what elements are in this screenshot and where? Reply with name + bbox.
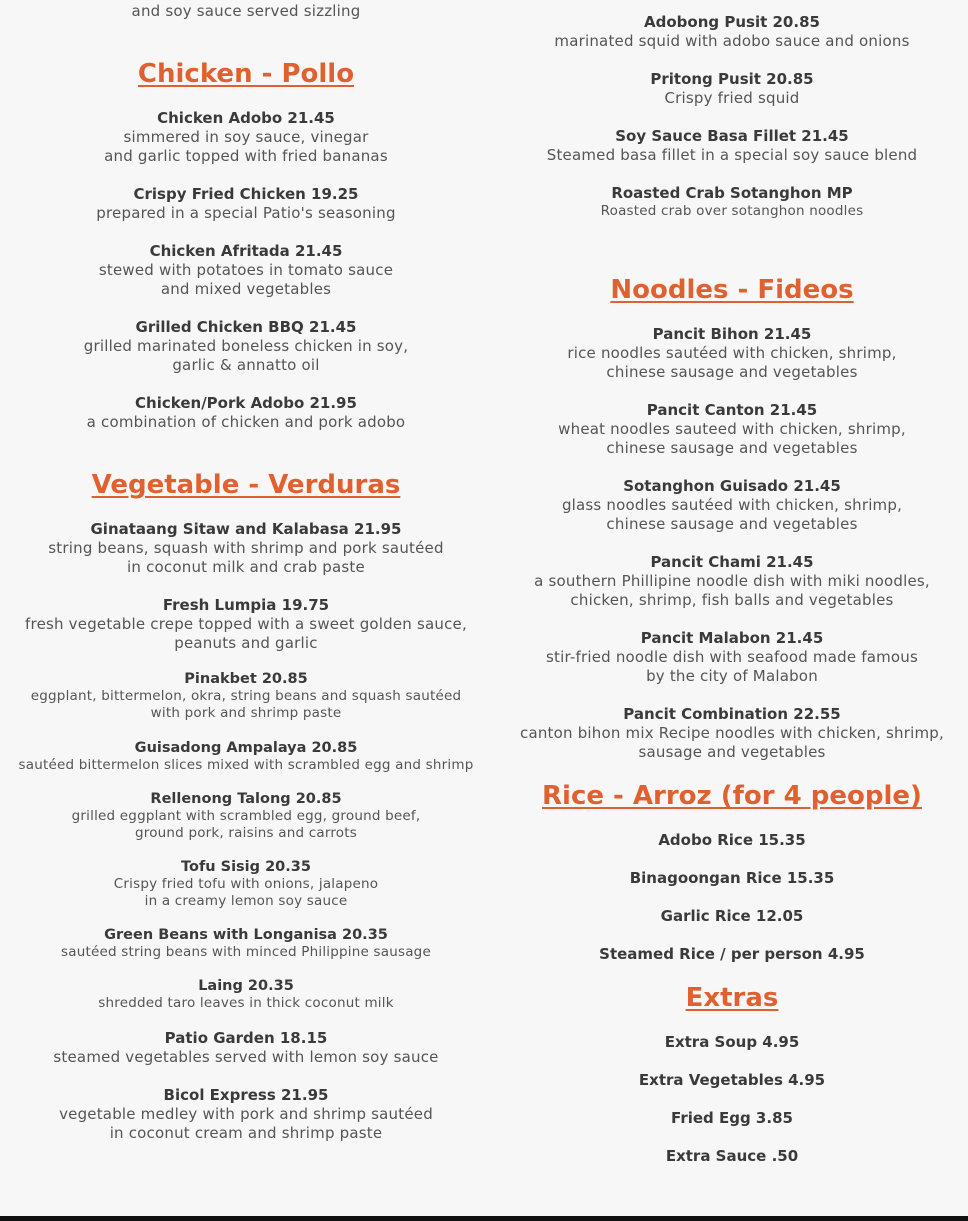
menu-item <box>496 869 968 888</box>
item-description: ground pork, raisins and carrots <box>134 825 357 841</box>
item-name: Extra Sauce .50 <box>665 1147 799 1165</box>
item-name: Green Beans with Longanisa 20.35 <box>104 927 388 943</box>
menu-item <box>496 1033 968 1052</box>
item-description: simmered in soy sauce, vinegar <box>123 128 369 146</box>
bottom-border <box>0 1216 968 1221</box>
item-description: grilled eggplant with scrambled egg, ground beef, <box>71 808 421 824</box>
item-description: rice noodles sautéed with chicken, shrimp, <box>567 344 897 362</box>
item-description: chinese sausage and vegetables <box>606 515 858 533</box>
item-description: stewed with potatoes in tomato sauce <box>98 261 394 279</box>
menu-item <box>0 858 492 910</box>
item-name: Adobong Pusit 20.85 <box>644 13 820 31</box>
item-description: sautéed bittermelon slices mixed with scrambled egg and shrimp <box>18 757 474 773</box>
item-description: fresh vegetable crepe topped with a sweet golden sauce, <box>25 615 467 633</box>
item-description: sausage and vegetables <box>638 743 826 761</box>
item-name: Chicken/Pork Adobo 21.95 <box>135 394 357 412</box>
item-description: Steamed basa fillet in a special soy sauce blend <box>546 146 918 164</box>
item-description: canton bihon mix Recipe noodles with chicken, shrimp, <box>520 724 944 742</box>
item-description: Crispy fried squid <box>664 89 800 107</box>
menu-item <box>496 325 968 382</box>
item-name: Roasted Crab Sotanghon MP <box>611 184 853 202</box>
item-name: Pancit Canton 21.45 <box>646 401 818 419</box>
item-description: steamed vegetables served with lemon soy sauce <box>53 1048 439 1066</box>
item-description: a combination of chicken and pork adobo <box>86 413 406 431</box>
menu-item <box>496 13 968 51</box>
menu-item <box>496 705 968 762</box>
item-description: peanuts and garlic <box>174 634 318 652</box>
item-name: Adobo Rice 15.35 <box>658 831 806 849</box>
item-name: Extra Vegetables 4.95 <box>638 1071 826 1089</box>
item-name: Pancit Malabon 21.45 <box>640 629 824 647</box>
menu-item <box>496 831 968 850</box>
item-description: chinese sausage and vegetables <box>606 439 858 457</box>
item-description: wheat noodles sauteed with chicken, shrimp, <box>558 420 906 438</box>
item-description: by the city of Malabon <box>646 667 818 685</box>
menu-item <box>0 670 492 722</box>
menu-item <box>496 1147 968 1166</box>
item-name: Bicol Express 21.95 <box>163 1086 329 1104</box>
section-title-noodles: Noodles - Fideos <box>610 275 854 305</box>
item-name: Binagoongan Rice 15.35 <box>629 869 835 887</box>
item-name: Crispy Fried Chicken 19.25 <box>133 185 359 203</box>
item-description: sautéed string beans with minced Philippine sausage <box>61 944 431 960</box>
item-name: Tofu Sisig 20.35 <box>181 859 311 875</box>
item-description: glass noodles sautéed with chicken, shrimp, <box>561 496 903 514</box>
menu-item <box>496 401 968 458</box>
menu-item <box>496 1071 968 1090</box>
menu-item <box>0 596 492 653</box>
item-description: in a creamy lemon soy sauce <box>144 893 348 909</box>
item-name: Patio Garden 18.15 <box>164 1029 328 1047</box>
menu-item <box>0 185 492 223</box>
item-name: Guisadong Ampalaya 20.85 <box>134 740 358 756</box>
menu-item <box>496 477 968 534</box>
item-name: Ginataang Sitaw and Kalabasa 21.95 <box>90 520 402 538</box>
item-name: Pancit Bihon 21.45 <box>652 325 812 343</box>
item-description: grilled marinated boneless chicken in soy, <box>83 337 409 355</box>
item-description: Crispy fried tofu with onions, jalapeno <box>113 876 379 892</box>
menu-item <box>496 1109 968 1128</box>
menu-item <box>496 553 968 610</box>
item-name: Fresh Lumpia 19.75 <box>162 596 330 614</box>
section-title-vegetable: Vegetable - Verduras <box>91 470 401 500</box>
item-description: with pork and shrimp paste <box>150 705 342 721</box>
item-description: marinated squid with adobo sauce and onions <box>554 32 910 50</box>
item-description: prepared in a special Patio's seasoning <box>96 204 396 222</box>
item-name: Pritong Pusit 20.85 <box>650 70 814 88</box>
menu-item <box>496 629 968 686</box>
item-description: stir-fried noodle dish with seafood made famous <box>546 648 918 666</box>
item-description: eggplant, bittermelon, okra, string beans and squash sautéed <box>30 688 462 704</box>
menu-item <box>496 945 968 964</box>
item-name: Extra Soup 4.95 <box>664 1033 800 1051</box>
item-name: Sotanghon Guisado 21.45 <box>623 477 841 495</box>
item-description: Roasted crab over sotanghon noodles <box>600 203 864 219</box>
menu-item <box>0 1086 492 1143</box>
item-description: chinese sausage and vegetables <box>606 363 858 381</box>
item-description: shredded taro leaves in thick coconut milk <box>98 995 394 1011</box>
menu-item <box>496 127 968 165</box>
item-name: Pinakbet 20.85 <box>184 671 308 687</box>
menu-item <box>496 184 968 220</box>
menu-item <box>496 907 968 926</box>
menu-item <box>496 70 968 108</box>
item-name: Laing 20.35 <box>198 978 294 994</box>
item-description: string beans, squash with shrimp and pork sautéed <box>48 539 444 557</box>
item-description: vegetable medley with pork and shrimp sautéed <box>59 1105 433 1123</box>
item-name: Garlic Rice 12.05 <box>660 907 804 925</box>
item-name: Chicken Afritada 21.45 <box>149 242 343 260</box>
menu-item <box>0 318 492 375</box>
item-description: and garlic topped with fried bananas <box>104 147 388 165</box>
menu-item <box>0 520 492 577</box>
item-description: in coconut milk and crab paste <box>127 558 365 576</box>
item-description: chicken, shrimp, fish balls and vegetables <box>570 591 894 609</box>
menu-item <box>0 1029 492 1067</box>
item-description: and soy sauce served sizzling <box>131 2 361 20</box>
item-description: a southern Phillipine noodle dish with miki noodles, <box>534 572 930 590</box>
section-title-rice: Rice - Arroz (for 4 people) <box>542 781 922 811</box>
menu-item <box>0 109 492 166</box>
item-description: garlic & annatto oil <box>172 356 320 374</box>
item-name: Rellenong Talong 20.85 <box>150 791 342 807</box>
menu-item <box>0 394 492 432</box>
menu-item <box>0 790 492 842</box>
section-title-chicken: Chicken - Pollo <box>137 59 355 89</box>
menu-item <box>0 977 492 1012</box>
item-name: Chicken Adobo 21.45 <box>157 109 335 127</box>
item-name: Pancit Chami 21.45 <box>650 553 814 571</box>
section-title-extras: Extras <box>685 983 779 1013</box>
item-name: Pancit Combination 22.55 <box>623 705 841 723</box>
item-name: Grilled Chicken BBQ 21.45 <box>135 318 357 336</box>
item-name: Fried Egg 3.85 <box>671 1109 793 1127</box>
menu-item <box>0 242 492 299</box>
item-description: in coconut cream and shrimp paste <box>109 1124 383 1142</box>
item-name: Soy Sauce Basa Fillet 21.45 <box>615 127 849 145</box>
menu-item <box>0 739 492 774</box>
menu-item-desc <box>0 2 492 21</box>
menu-item <box>0 926 492 961</box>
item-description: and mixed vegetables <box>160 280 332 298</box>
item-name: Steamed Rice / per person 4.95 <box>599 945 865 963</box>
